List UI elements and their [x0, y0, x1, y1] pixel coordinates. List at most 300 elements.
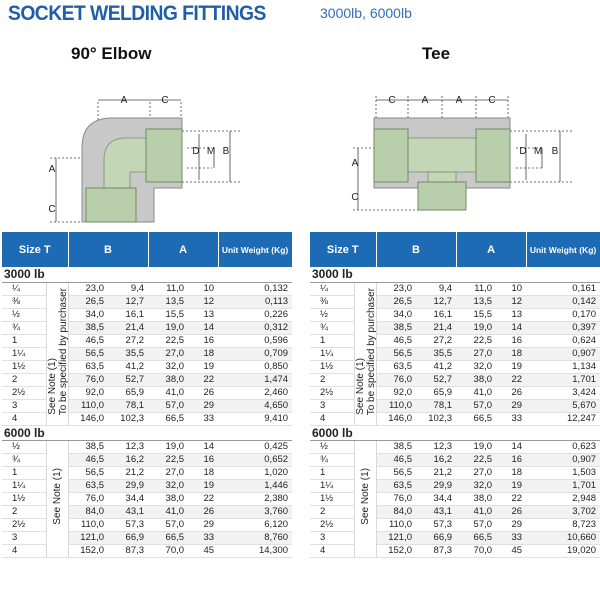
- size-cell: ¾: [310, 321, 354, 334]
- c-cell: 29: [496, 518, 526, 531]
- c-cell: 14: [496, 440, 526, 453]
- weight-cell: 1,503: [526, 466, 600, 479]
- see-note-cell: [354, 440, 376, 557]
- size-cell: 1½: [310, 492, 354, 505]
- col-header-weight: Unit Weight (Kg): [218, 232, 292, 267]
- c-cell: 26: [496, 505, 526, 518]
- a-cell: 38,0: [456, 492, 496, 505]
- table-row: [2, 505, 292, 518]
- table-row: [2, 347, 292, 360]
- b-cell: 63,5: [376, 479, 416, 492]
- c-cell: 18: [188, 347, 218, 360]
- col-header-weight: Unit Weight (Kg): [526, 232, 600, 267]
- tee-dim-label-b: B: [551, 146, 559, 157]
- size-cell: 1¼: [310, 479, 354, 492]
- a-cell: 19,0: [148, 440, 188, 453]
- b-cell: 92,0: [376, 386, 416, 399]
- pressure-class-label: 3000 lb: [310, 267, 600, 282]
- c-cell: 22: [188, 373, 218, 386]
- table-row: [310, 295, 600, 308]
- m-cell: 43,1: [416, 505, 456, 518]
- table-row: [310, 412, 600, 425]
- weight-cell: 0,709: [218, 347, 292, 360]
- dim-label-a-vertical: A: [48, 164, 56, 175]
- see-note-text: To be specified by purchaser: [365, 287, 377, 416]
- weight-cell: 19,020: [526, 544, 600, 557]
- c-cell: 13: [188, 308, 218, 321]
- table-row: [310, 360, 600, 373]
- dim-label-c-vertical: C: [48, 204, 56, 215]
- b-cell: 121,0: [376, 531, 416, 544]
- b-cell: 76,0: [68, 492, 108, 505]
- a-cell: 15,5: [148, 308, 188, 321]
- c-cell: 45: [496, 544, 526, 557]
- size-cell: 2: [310, 373, 354, 386]
- table-row: [310, 347, 600, 360]
- table-row: [2, 492, 292, 505]
- weight-cell: 0,652: [218, 453, 292, 466]
- m-cell: 41,2: [416, 360, 456, 373]
- size-cell: 4: [2, 544, 46, 557]
- table-row: [310, 466, 600, 479]
- table-row: [2, 334, 292, 347]
- a-cell: 22,5: [148, 453, 188, 466]
- c-cell: 10: [188, 282, 218, 295]
- c-cell: 29: [496, 399, 526, 412]
- b-cell: 63,5: [376, 360, 416, 373]
- m-cell: 35,5: [108, 347, 148, 360]
- c-cell: 14: [496, 321, 526, 334]
- size-cell: 2½: [2, 518, 46, 531]
- m-cell: 12,3: [416, 440, 456, 453]
- weight-cell: 1,701: [526, 373, 600, 386]
- table-row: [2, 544, 292, 557]
- m-cell: 52,7: [416, 373, 456, 386]
- table-row: [310, 399, 600, 412]
- m-cell: 9,4: [108, 282, 148, 295]
- a-cell: 41,0: [148, 505, 188, 518]
- a-cell: 41,0: [148, 386, 188, 399]
- a-cell: 66,5: [148, 412, 188, 425]
- a-cell: 22,5: [148, 334, 188, 347]
- b-cell: 38,5: [376, 440, 416, 453]
- see-note-text: See Note (1): [354, 358, 366, 416]
- weight-cell: 2,460: [218, 386, 292, 399]
- c-cell: 33: [188, 531, 218, 544]
- b-cell: 46,5: [68, 453, 108, 466]
- m-cell: 9,4: [416, 282, 456, 295]
- table-row: [310, 505, 600, 518]
- weight-cell: 0,161: [526, 282, 600, 295]
- m-cell: 21,2: [108, 466, 148, 479]
- a-cell: 70,0: [456, 544, 496, 557]
- b-cell: 56,5: [68, 466, 108, 479]
- weight-cell: 3,702: [526, 505, 600, 518]
- table-row: [310, 308, 600, 321]
- m-cell: 16,1: [416, 308, 456, 321]
- size-cell: 1: [310, 466, 354, 479]
- table-row: [2, 308, 292, 321]
- m-cell: 29,9: [416, 479, 456, 492]
- size-cell: 2: [310, 505, 354, 518]
- a-cell: 11,0: [148, 282, 188, 295]
- m-cell: 12,3: [108, 440, 148, 453]
- weight-cell: 0,113: [218, 295, 292, 308]
- size-cell: ½: [310, 308, 354, 321]
- m-cell: 78,1: [416, 399, 456, 412]
- a-cell: 15,5: [456, 308, 496, 321]
- a-cell: 32,0: [456, 360, 496, 373]
- weight-cell: 0,907: [526, 453, 600, 466]
- a-cell: 11,0: [456, 282, 496, 295]
- c-cell: 16: [188, 334, 218, 347]
- size-cell: ⅜: [310, 295, 354, 308]
- see-note-text: To be specified by purchaser: [57, 287, 69, 416]
- b-cell: 38,5: [376, 321, 416, 334]
- pressure-class-label: 3000 lb: [2, 267, 292, 282]
- weight-cell: 4,650: [218, 399, 292, 412]
- weight-cell: 3,424: [526, 386, 600, 399]
- weight-cell: 0,142: [526, 295, 600, 308]
- table-row: [2, 453, 292, 466]
- size-cell: 1: [310, 334, 354, 347]
- c-cell: 10: [496, 282, 526, 295]
- a-cell: 57,0: [148, 399, 188, 412]
- size-cell: 4: [2, 412, 46, 425]
- b-cell: 110,0: [68, 399, 108, 412]
- table-row: [2, 399, 292, 412]
- tee-diagram: [348, 88, 576, 228]
- b-cell: 110,0: [68, 518, 108, 531]
- weight-cell: 6,120: [218, 518, 292, 531]
- b-cell: 34,0: [376, 308, 416, 321]
- m-cell: 29,9: [108, 479, 148, 492]
- page-subtitle: 3000lb, 6000lb: [320, 5, 412, 21]
- m-cell: 21,2: [416, 466, 456, 479]
- a-cell: 19,0: [456, 440, 496, 453]
- size-cell: 4: [310, 544, 354, 557]
- a-cell: 27,0: [148, 466, 188, 479]
- weight-cell: 0,132: [218, 282, 292, 295]
- a-cell: 66,5: [148, 531, 188, 544]
- weight-cell: 8,723: [526, 518, 600, 531]
- b-cell: 84,0: [376, 505, 416, 518]
- a-cell: 57,0: [456, 399, 496, 412]
- c-cell: 19: [188, 360, 218, 373]
- col-header-size: Size T: [2, 232, 68, 267]
- b-cell: 146,0: [376, 412, 416, 425]
- table-row: [2, 282, 292, 295]
- table-row: [310, 479, 600, 492]
- col-header-size: Size T: [310, 232, 376, 267]
- a-cell: 57,0: [456, 518, 496, 531]
- tee-title: Tee: [422, 44, 451, 63]
- c-cell: 19: [496, 479, 526, 492]
- c-cell: 16: [496, 453, 526, 466]
- weight-cell: 1,134: [526, 360, 600, 373]
- b-cell: 23,0: [68, 282, 108, 295]
- table-row: [2, 466, 292, 479]
- weight-cell: 2,948: [526, 492, 600, 505]
- elbow-diagram: [42, 88, 242, 228]
- table-row: [310, 440, 600, 453]
- c-cell: 12: [496, 295, 526, 308]
- size-cell: 1½: [310, 360, 354, 373]
- a-cell: 41,0: [456, 505, 496, 518]
- size-cell: ¾: [2, 321, 46, 334]
- b-cell: 56,5: [376, 347, 416, 360]
- c-cell: 16: [188, 453, 218, 466]
- weight-cell: 1,020: [218, 466, 292, 479]
- size-cell: ½: [310, 440, 354, 453]
- size-cell: ½: [2, 308, 46, 321]
- elbow-dimensions-table: [2, 232, 293, 558]
- table-row: [2, 295, 292, 308]
- col-header-a: A: [456, 232, 526, 267]
- table-row: [2, 440, 292, 453]
- size-cell: 3: [310, 531, 354, 544]
- a-cell: 66,5: [456, 531, 496, 544]
- c-cell: 16: [496, 334, 526, 347]
- m-cell: 41,2: [108, 360, 148, 373]
- size-cell: 2½: [310, 386, 354, 399]
- m-cell: 65,9: [108, 386, 148, 399]
- b-cell: 34,0: [68, 308, 108, 321]
- size-cell: 4: [310, 412, 354, 425]
- weight-cell: 14,300: [218, 544, 292, 557]
- a-cell: 38,0: [148, 492, 188, 505]
- tee-dim-label-a-right: A: [455, 95, 463, 106]
- c-cell: 22: [496, 373, 526, 386]
- c-cell: 26: [188, 386, 218, 399]
- tee-dim-label-c-left: C: [388, 95, 396, 106]
- c-cell: 26: [496, 386, 526, 399]
- dim-label-a: A: [120, 95, 128, 106]
- size-cell: 2: [2, 373, 46, 386]
- page-title: SOCKET WELDING FITTINGS: [8, 2, 266, 25]
- table-row: [2, 321, 292, 334]
- size-cell: 1½: [2, 492, 46, 505]
- tee-dimensions-table: [310, 232, 600, 558]
- b-cell: 152,0: [376, 544, 416, 557]
- a-cell: 57,0: [148, 518, 188, 531]
- dim-label-d: D: [192, 146, 200, 157]
- size-cell: ¾: [310, 453, 354, 466]
- b-cell: 46,5: [376, 334, 416, 347]
- a-cell: 13,5: [148, 295, 188, 308]
- weight-cell: 2,380: [218, 492, 292, 505]
- tee-dim-label-a-left: A: [421, 95, 429, 106]
- a-cell: 38,0: [148, 373, 188, 386]
- weight-cell: 0,226: [218, 308, 292, 321]
- pressure-class-label: 6000 lb: [2, 425, 292, 440]
- weight-cell: 0,397: [526, 321, 600, 334]
- pressure-class-label: 6000 lb: [310, 425, 600, 440]
- c-cell: 14: [188, 440, 218, 453]
- c-cell: 29: [188, 518, 218, 531]
- m-cell: 102,3: [416, 412, 456, 425]
- m-cell: 102,3: [108, 412, 148, 425]
- table-row: [2, 479, 292, 492]
- col-header-a: A: [148, 232, 218, 267]
- elbow-title: 90° Elbow: [71, 44, 152, 63]
- a-cell: 22,5: [456, 453, 496, 466]
- b-cell: 63,5: [68, 479, 108, 492]
- see-note-cell: [46, 282, 68, 425]
- size-cell: 2½: [2, 386, 46, 399]
- m-cell: 27,2: [108, 334, 148, 347]
- weight-cell: 1,446: [218, 479, 292, 492]
- a-cell: 27,0: [148, 347, 188, 360]
- size-cell: 3: [310, 399, 354, 412]
- page-header: [8, 2, 288, 30]
- table-row: [310, 373, 600, 386]
- table-row: [310, 518, 600, 531]
- size-cell: 1: [2, 334, 46, 347]
- a-cell: 19,0: [456, 321, 496, 334]
- size-cell: ¼: [310, 282, 354, 295]
- a-cell: 32,0: [148, 479, 188, 492]
- b-cell: 26,5: [68, 295, 108, 308]
- a-cell: 41,0: [456, 386, 496, 399]
- tee-dim-label-c-vertical: C: [351, 192, 359, 203]
- b-cell: 76,0: [376, 373, 416, 386]
- c-cell: 13: [496, 308, 526, 321]
- m-cell: 21,4: [416, 321, 456, 334]
- weight-cell: 0,312: [218, 321, 292, 334]
- see-note-cell: [354, 282, 376, 425]
- size-cell: 1: [2, 466, 46, 479]
- m-cell: 16,1: [108, 308, 148, 321]
- size-cell: ⅜: [2, 295, 46, 308]
- table-row: [310, 386, 600, 399]
- weight-cell: 1,474: [218, 373, 292, 386]
- table-row: [2, 518, 292, 531]
- table-row: [2, 386, 292, 399]
- weight-cell: 12,247: [526, 412, 600, 425]
- c-cell: 33: [496, 412, 526, 425]
- c-cell: 12: [188, 295, 218, 308]
- m-cell: 34,4: [416, 492, 456, 505]
- weight-cell: 0,907: [526, 347, 600, 360]
- c-cell: 33: [496, 531, 526, 544]
- m-cell: 27,2: [416, 334, 456, 347]
- table-row: [310, 334, 600, 347]
- a-cell: 22,5: [456, 334, 496, 347]
- m-cell: 35,5: [416, 347, 456, 360]
- m-cell: 21,4: [108, 321, 148, 334]
- weight-cell: 8,760: [218, 531, 292, 544]
- m-cell: 65,9: [416, 386, 456, 399]
- a-cell: 32,0: [148, 360, 188, 373]
- table-row: [2, 360, 292, 373]
- col-header-b: B: [376, 232, 456, 267]
- c-cell: 45: [188, 544, 218, 557]
- c-cell: 19: [188, 479, 218, 492]
- b-cell: 26,5: [376, 295, 416, 308]
- m-cell: 66,9: [416, 531, 456, 544]
- c-cell: 22: [496, 492, 526, 505]
- b-cell: 92,0: [68, 386, 108, 399]
- see-note-text: See Note (1): [51, 468, 63, 525]
- c-cell: 26: [188, 505, 218, 518]
- c-cell: 18: [496, 466, 526, 479]
- b-cell: 23,0: [376, 282, 416, 295]
- tee-dim-label-c-right: C: [488, 95, 496, 106]
- size-cell: 1¼: [2, 347, 46, 360]
- size-cell: 1¼: [2, 479, 46, 492]
- b-cell: 110,0: [376, 399, 416, 412]
- c-cell: 19: [496, 360, 526, 373]
- m-cell: 12,7: [416, 295, 456, 308]
- m-cell: 78,1: [108, 399, 148, 412]
- m-cell: 66,9: [108, 531, 148, 544]
- table-row: [310, 453, 600, 466]
- size-cell: 1¼: [310, 347, 354, 360]
- size-cell: 3: [2, 531, 46, 544]
- size-cell: 2½: [310, 518, 354, 531]
- weight-cell: 3,760: [218, 505, 292, 518]
- weight-cell: 1,701: [526, 479, 600, 492]
- table-row: [310, 282, 600, 295]
- m-cell: 87,3: [108, 544, 148, 557]
- weight-cell: 10,660: [526, 531, 600, 544]
- see-note-cell: [46, 440, 68, 557]
- b-cell: 110,0: [376, 518, 416, 531]
- m-cell: 16,2: [108, 453, 148, 466]
- b-cell: 152,0: [68, 544, 108, 557]
- m-cell: 16,2: [416, 453, 456, 466]
- b-cell: 76,0: [376, 492, 416, 505]
- see-note-text: See Note (1): [46, 358, 58, 416]
- a-cell: 66,5: [456, 412, 496, 425]
- table-row: [310, 531, 600, 544]
- a-cell: 13,5: [456, 295, 496, 308]
- b-cell: 56,5: [68, 347, 108, 360]
- weight-cell: 0,170: [526, 308, 600, 321]
- m-cell: 57,3: [108, 518, 148, 531]
- b-cell: 38,5: [68, 440, 108, 453]
- table-row: [310, 544, 600, 557]
- a-cell: 38,0: [456, 373, 496, 386]
- col-header-b: B: [68, 232, 148, 267]
- b-cell: 84,0: [68, 505, 108, 518]
- m-cell: 52,7: [108, 373, 148, 386]
- size-cell: 1½: [2, 360, 46, 373]
- weight-cell: 0,624: [526, 334, 600, 347]
- m-cell: 12,7: [108, 295, 148, 308]
- a-cell: 32,0: [456, 479, 496, 492]
- b-cell: 56,5: [376, 466, 416, 479]
- b-cell: 63,5: [68, 360, 108, 373]
- tee-dim-label-a-vertical: A: [351, 158, 359, 169]
- a-cell: 27,0: [456, 466, 496, 479]
- size-cell: ½: [2, 440, 46, 453]
- c-cell: 18: [496, 347, 526, 360]
- b-cell: 46,5: [68, 334, 108, 347]
- dim-label-b: B: [222, 146, 230, 157]
- a-cell: 70,0: [148, 544, 188, 557]
- table-row: [310, 492, 600, 505]
- weight-cell: 0,596: [218, 334, 292, 347]
- c-cell: 22: [188, 492, 218, 505]
- m-cell: 57,3: [416, 518, 456, 531]
- size-cell: 3: [2, 399, 46, 412]
- weight-cell: 9,410: [218, 412, 292, 425]
- weight-cell: 0,623: [526, 440, 600, 453]
- m-cell: 87,3: [416, 544, 456, 557]
- a-cell: 19,0: [148, 321, 188, 334]
